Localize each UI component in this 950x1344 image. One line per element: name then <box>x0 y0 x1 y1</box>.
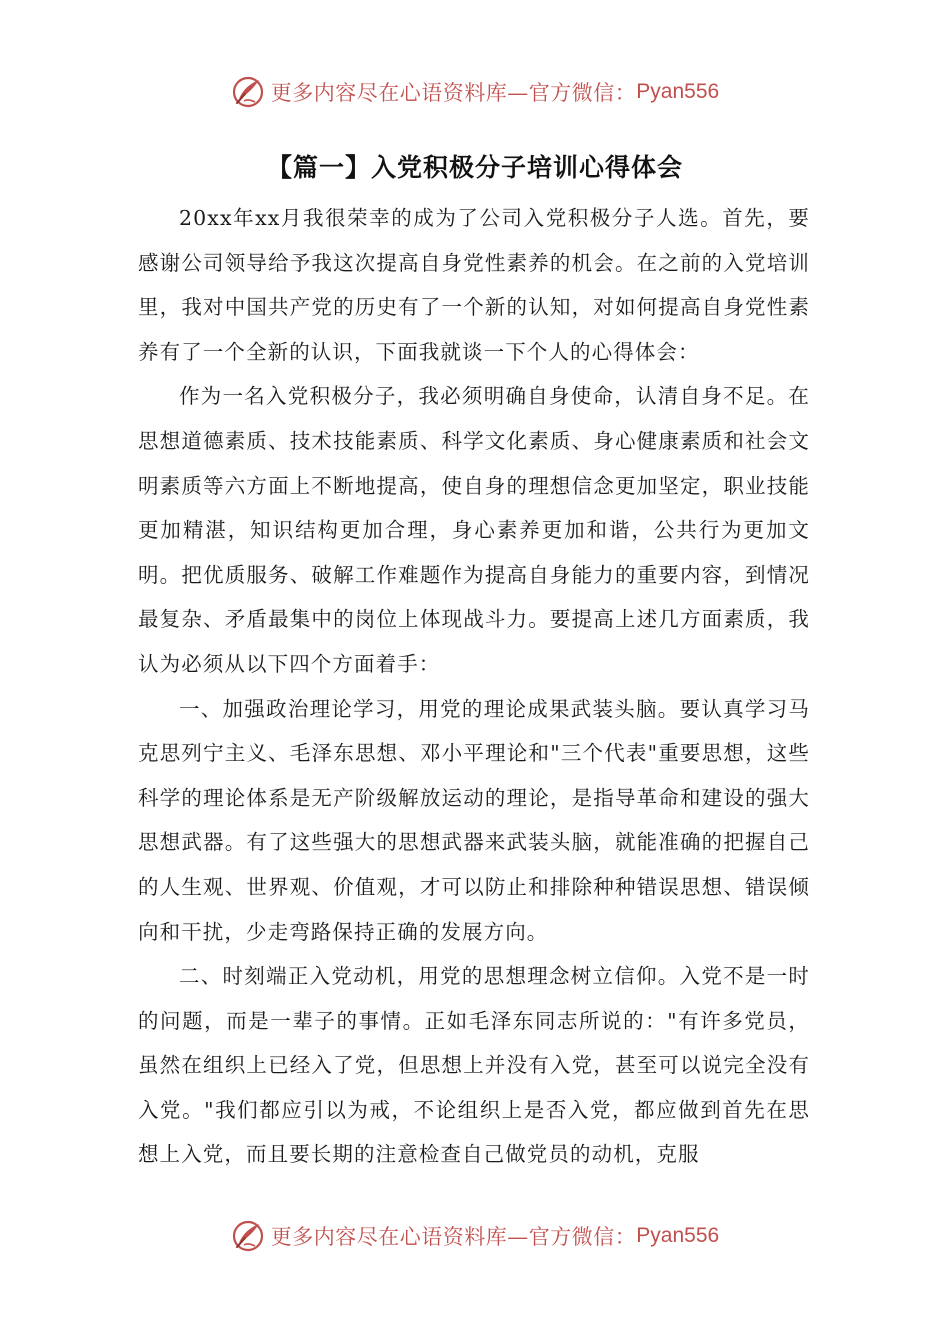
banner-wechat-id: Pyan556 <box>636 1224 720 1247</box>
header-watermark-banner <box>0 70 950 114</box>
footer-watermark-banner <box>0 1214 950 1258</box>
document-title: 【篇一】入党积极分子培训心得体会 <box>266 153 683 182</box>
paragraph-point-two: 二、时刻端正入党动机，用党的思想理念树立信仰。入党不是一时的问题，而是一辈子的事情。正如毛泽东同志所说的："有许多党员，虽然在组织上已经入了党，但思想上并没有入党，甚至可以说完全没有入党。"我们都应引以为戒，不论组织上是否入党，都应做到首先在思想上入党，而且要长期的注意检查自己做党员的动机，克服 <box>138 964 810 1167</box>
paragraph-point-one: 一、加强政治理论学习，用党的理论成果武装头脑。要认真学习马克思列宁主义、毛泽东思想、邓小平理论和"三个代表"重要思想，这些科学的理论体系是无产阶级解放运动的理论，是指导革命和建设的强大思想武器。有了这些强大的思想武器来武装头脑，就能准确的把握自己的人生观、世界观、价值观，才可以防止和排除种种错误思想、错误倾向和干扰，少走弯路保持正确的发展方向。 <box>138 696 810 944</box>
banner-text: 更多内容尽在心语资料库—官方微信： <box>270 1225 637 1249</box>
quill-logo-icon <box>231 1219 265 1253</box>
banner-wechat-id: Pyan556 <box>636 80 720 103</box>
banner-text: 更多内容尽在心语资料库—官方微信： <box>270 81 637 105</box>
paragraph-intro: 20xx年xx月我很荣幸的成为了公司入党积极分子人选。首先，要感谢公司领导给予我这次提高自身党性素养的机会。在之前的入党培训里，我对中国共产党的历史有了一个新的认知，对如何提高自身党性素养有了一个全新的认识，下面我就谈一下个人的心得体会： <box>138 206 810 364</box>
paragraph-responsibility: 作为一名入党积极分子，我必须明确自身使命，认清自身不足。在思想道德素质、技术技能素质、科学文化素质、身心健康素质和社会文明素质等六方面上不断地提高，使自身的理想信念更加坚定，职业技能更加精湛，知识结构更加合理，身心素养更加和谐，公共行为更加文明。把优质服务、破解工作难题作为提高自身能力的重要内容，到情况最复杂、矛盾最集中的岗位上体现战斗力。要提高上述几方面素质，我认为必须从以下四个方面着手： <box>138 384 810 676</box>
document-body <box>138 196 810 1177</box>
quill-logo-icon <box>231 75 265 109</box>
